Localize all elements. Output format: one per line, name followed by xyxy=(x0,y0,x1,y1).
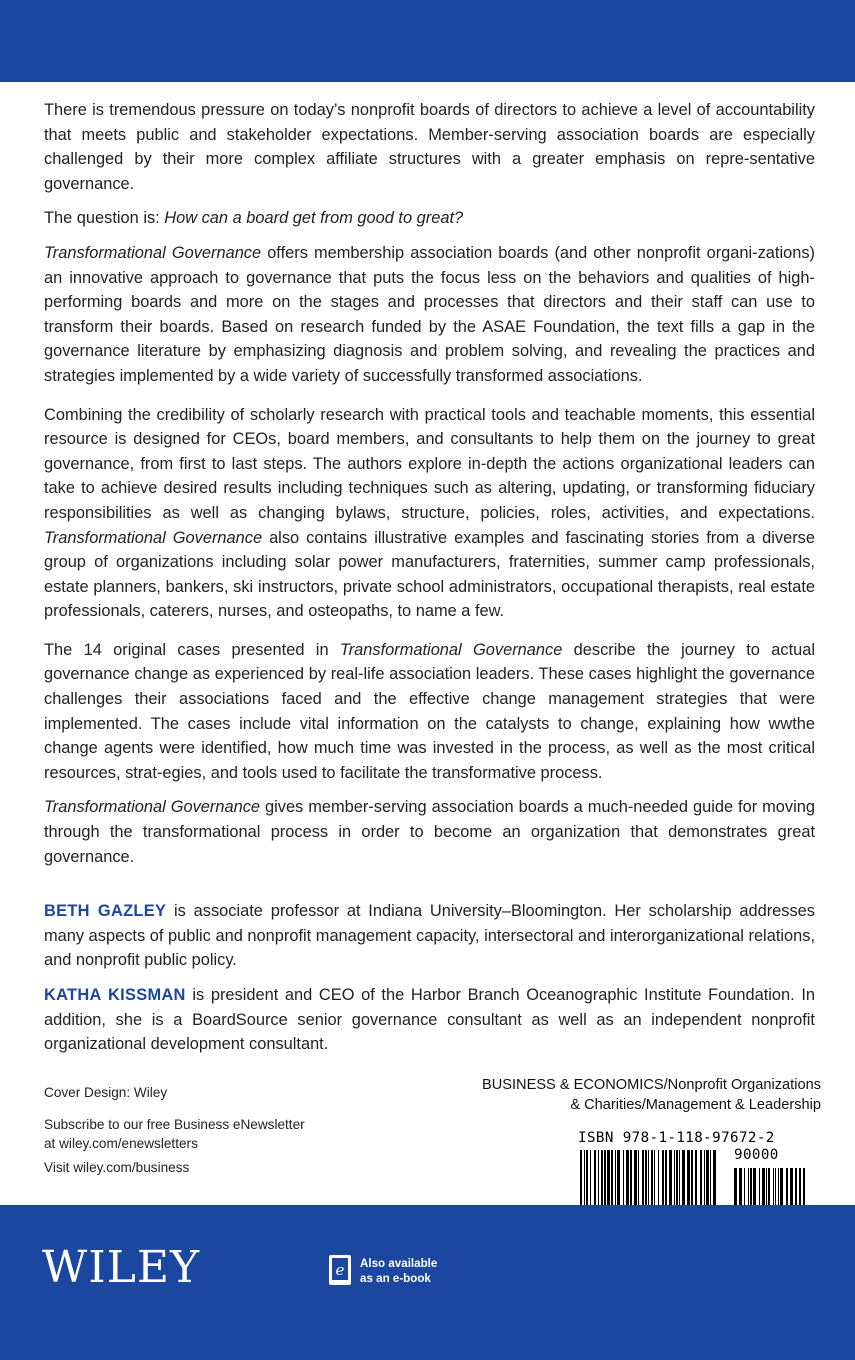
author-name: KATHA KISSMAN xyxy=(44,986,186,1004)
author-name: BETH GAZLEY xyxy=(44,902,167,921)
ebook-text: Also available as an e-book xyxy=(360,1257,438,1285)
cases-paragraph: The 14 original cases presented in Transformational Governance describe the journey to actual governance change as experienced by real-life association leaders. These cases highlight the governance challenges their associations faced and the effective change management strategies that were implemented. The cases include vital information on the catalysts to change, explaining how wwthe change agents were identified, how much time was invested in the process, as well as the most critical resources, strat-egies, and tools used to facilitate the transformative process. xyxy=(44,640,815,782)
newsletter-link[interactable]: at wiley.com/enewsletters xyxy=(44,1136,198,1151)
author-bio-kissman: KATHA KISSMAN is president and CEO of the Harbor Branch Oceanographic Institute Foundation. In addition, she is a BoardSource senior governance consultant as well as an independent nonprofit organizational development consultant. xyxy=(44,986,815,1054)
intro-paragraph: There is tremendous pressure on today’s nonprofit boards of directors to achieve a level of accountability that meets public and stakeholder expectations. Member-serving association boards are especially challenged by their more complex affiliate structures with a greater emphasis on repre-sentative governance. xyxy=(44,101,815,193)
wiley-logo: WILEY xyxy=(42,1242,200,1293)
audience-paragraph: Combining the credibility of scholarly research with practical tools and teachable moments, this essential resource is designed for CEOs, board members, and consultants to help them on the journey to great governance, from first to last steps. The authors explore in-depth the actions organizational leaders can take to achieve desired results including techniques such as altering, updating, or transforming fiduciary responsibilities as well as changing bylaws, structure, policies, roles, activities, and expectations. Transformational Governance also contains illustrative examples and fascinating stories from a diverse group of organizations including solar power manufacturers, fraternities, summer camp professionals, estate planners, bankers, ski instructors, private school administrators, occupational therapists, real estate professionals, caterers, nurses, and osteopaths, to name a few. xyxy=(44,405,815,621)
back-cover-description xyxy=(44,98,815,1067)
price-addon-label: 90000 xyxy=(734,1147,779,1163)
ebook-icon xyxy=(328,1254,352,1286)
category-line-2: & Charities/Management & Leadership xyxy=(570,1096,821,1113)
overview-paragraph: Transformational Governance offers membership association boards (and other nonprofit organi-zations) an innovative approach to governance that puts the focus less on the behaviors and qualities of high-performing boards and more on the stages and processes that directors and their staff can use to transform their boards. Based on research funded by the ASAE Foundation, the text fills a gap in the governance literature by emphasizing diagnosis and problem solving, and revealing the practices and strategies implemented by a wide variety of successfully transformed associations. xyxy=(44,243,815,385)
closing-paragraph: Transformational Governance gives member-serving association boards a much-needed guide for moving through the transformational process in order to become an organization that demonstrates great governance. xyxy=(44,798,815,866)
question-paragraph: The question is: How can a board get from good to great? xyxy=(44,209,464,228)
bisac-category xyxy=(401,1076,821,1115)
author-bio-gazley: BETH GAZLEY is associate professor at Indiana University–Bloomington. Her scholarship addresses many aspects of public and nonprofit management capacity, intersectoral and interorganizational relations, and nonprofit public policy. xyxy=(44,902,815,970)
footer-credits xyxy=(44,1083,305,1177)
newsletter-line-1: Subscribe to our free Business eNewsletter xyxy=(44,1117,305,1132)
cover-design-credit: Cover Design: Wiley xyxy=(44,1085,168,1100)
top-color-band xyxy=(0,0,855,82)
isbn-label: ISBN 978-1-118-97672-2 xyxy=(578,1130,775,1146)
svg-text:e: e xyxy=(335,1261,345,1279)
category-line-1: BUSINESS & ECONOMICS/Nonprofit Organizations xyxy=(481,1077,821,1093)
visit-link[interactable]: Visit wiley.com/business xyxy=(44,1160,190,1175)
